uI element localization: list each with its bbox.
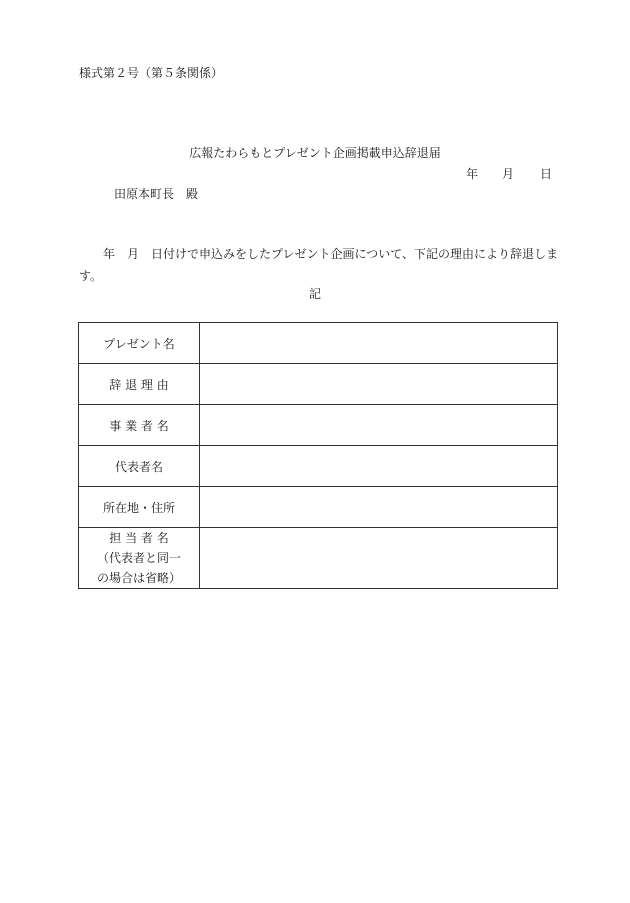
contact-label-line3: の場合は省略）: [96, 571, 181, 585]
form-number: 様式第２号（第５条関係）: [79, 66, 224, 80]
field-contact-person[interactable]: [200, 528, 558, 589]
field-business-name[interactable]: [200, 405, 558, 446]
table-row: [79, 364, 558, 405]
table-row: [79, 405, 558, 446]
label-present-name: プレゼント名: [79, 323, 200, 364]
table-row: [79, 487, 558, 528]
addressee: 田原本町長 殿: [114, 187, 199, 201]
date-day: 日: [540, 167, 553, 181]
date-month: 月: [502, 167, 515, 181]
contact-label-line1: 担 当 者 名: [109, 531, 169, 545]
field-present-name[interactable]: [200, 323, 558, 364]
label-contact-person: [79, 528, 200, 589]
table-row: [79, 446, 558, 487]
date-line: [466, 167, 552, 181]
table-row: [79, 528, 558, 589]
table-row: [79, 323, 558, 364]
document-title: 広報たわらもとプレゼント企画掲載申込辞退届: [189, 146, 441, 160]
label-withdrawal-reason: 辞 退 理 由: [79, 364, 200, 405]
field-representative[interactable]: [200, 446, 558, 487]
date-year: 年: [466, 167, 479, 181]
label-address: 所在地・住所: [79, 487, 200, 528]
info-table: [78, 322, 558, 589]
ki-heading: 記: [308, 287, 321, 301]
contact-label-line2: （代表者と同一: [96, 551, 181, 565]
field-withdrawal-reason[interactable]: [200, 364, 558, 405]
label-representative: 代表者名: [79, 446, 200, 487]
body-paragraph: 年 月 日付けで申込みをしたプレゼント企画について、下記の理由により辞退します。: [79, 247, 559, 283]
label-business-name: 事 業 者 名: [79, 405, 200, 446]
field-address[interactable]: [200, 487, 558, 528]
